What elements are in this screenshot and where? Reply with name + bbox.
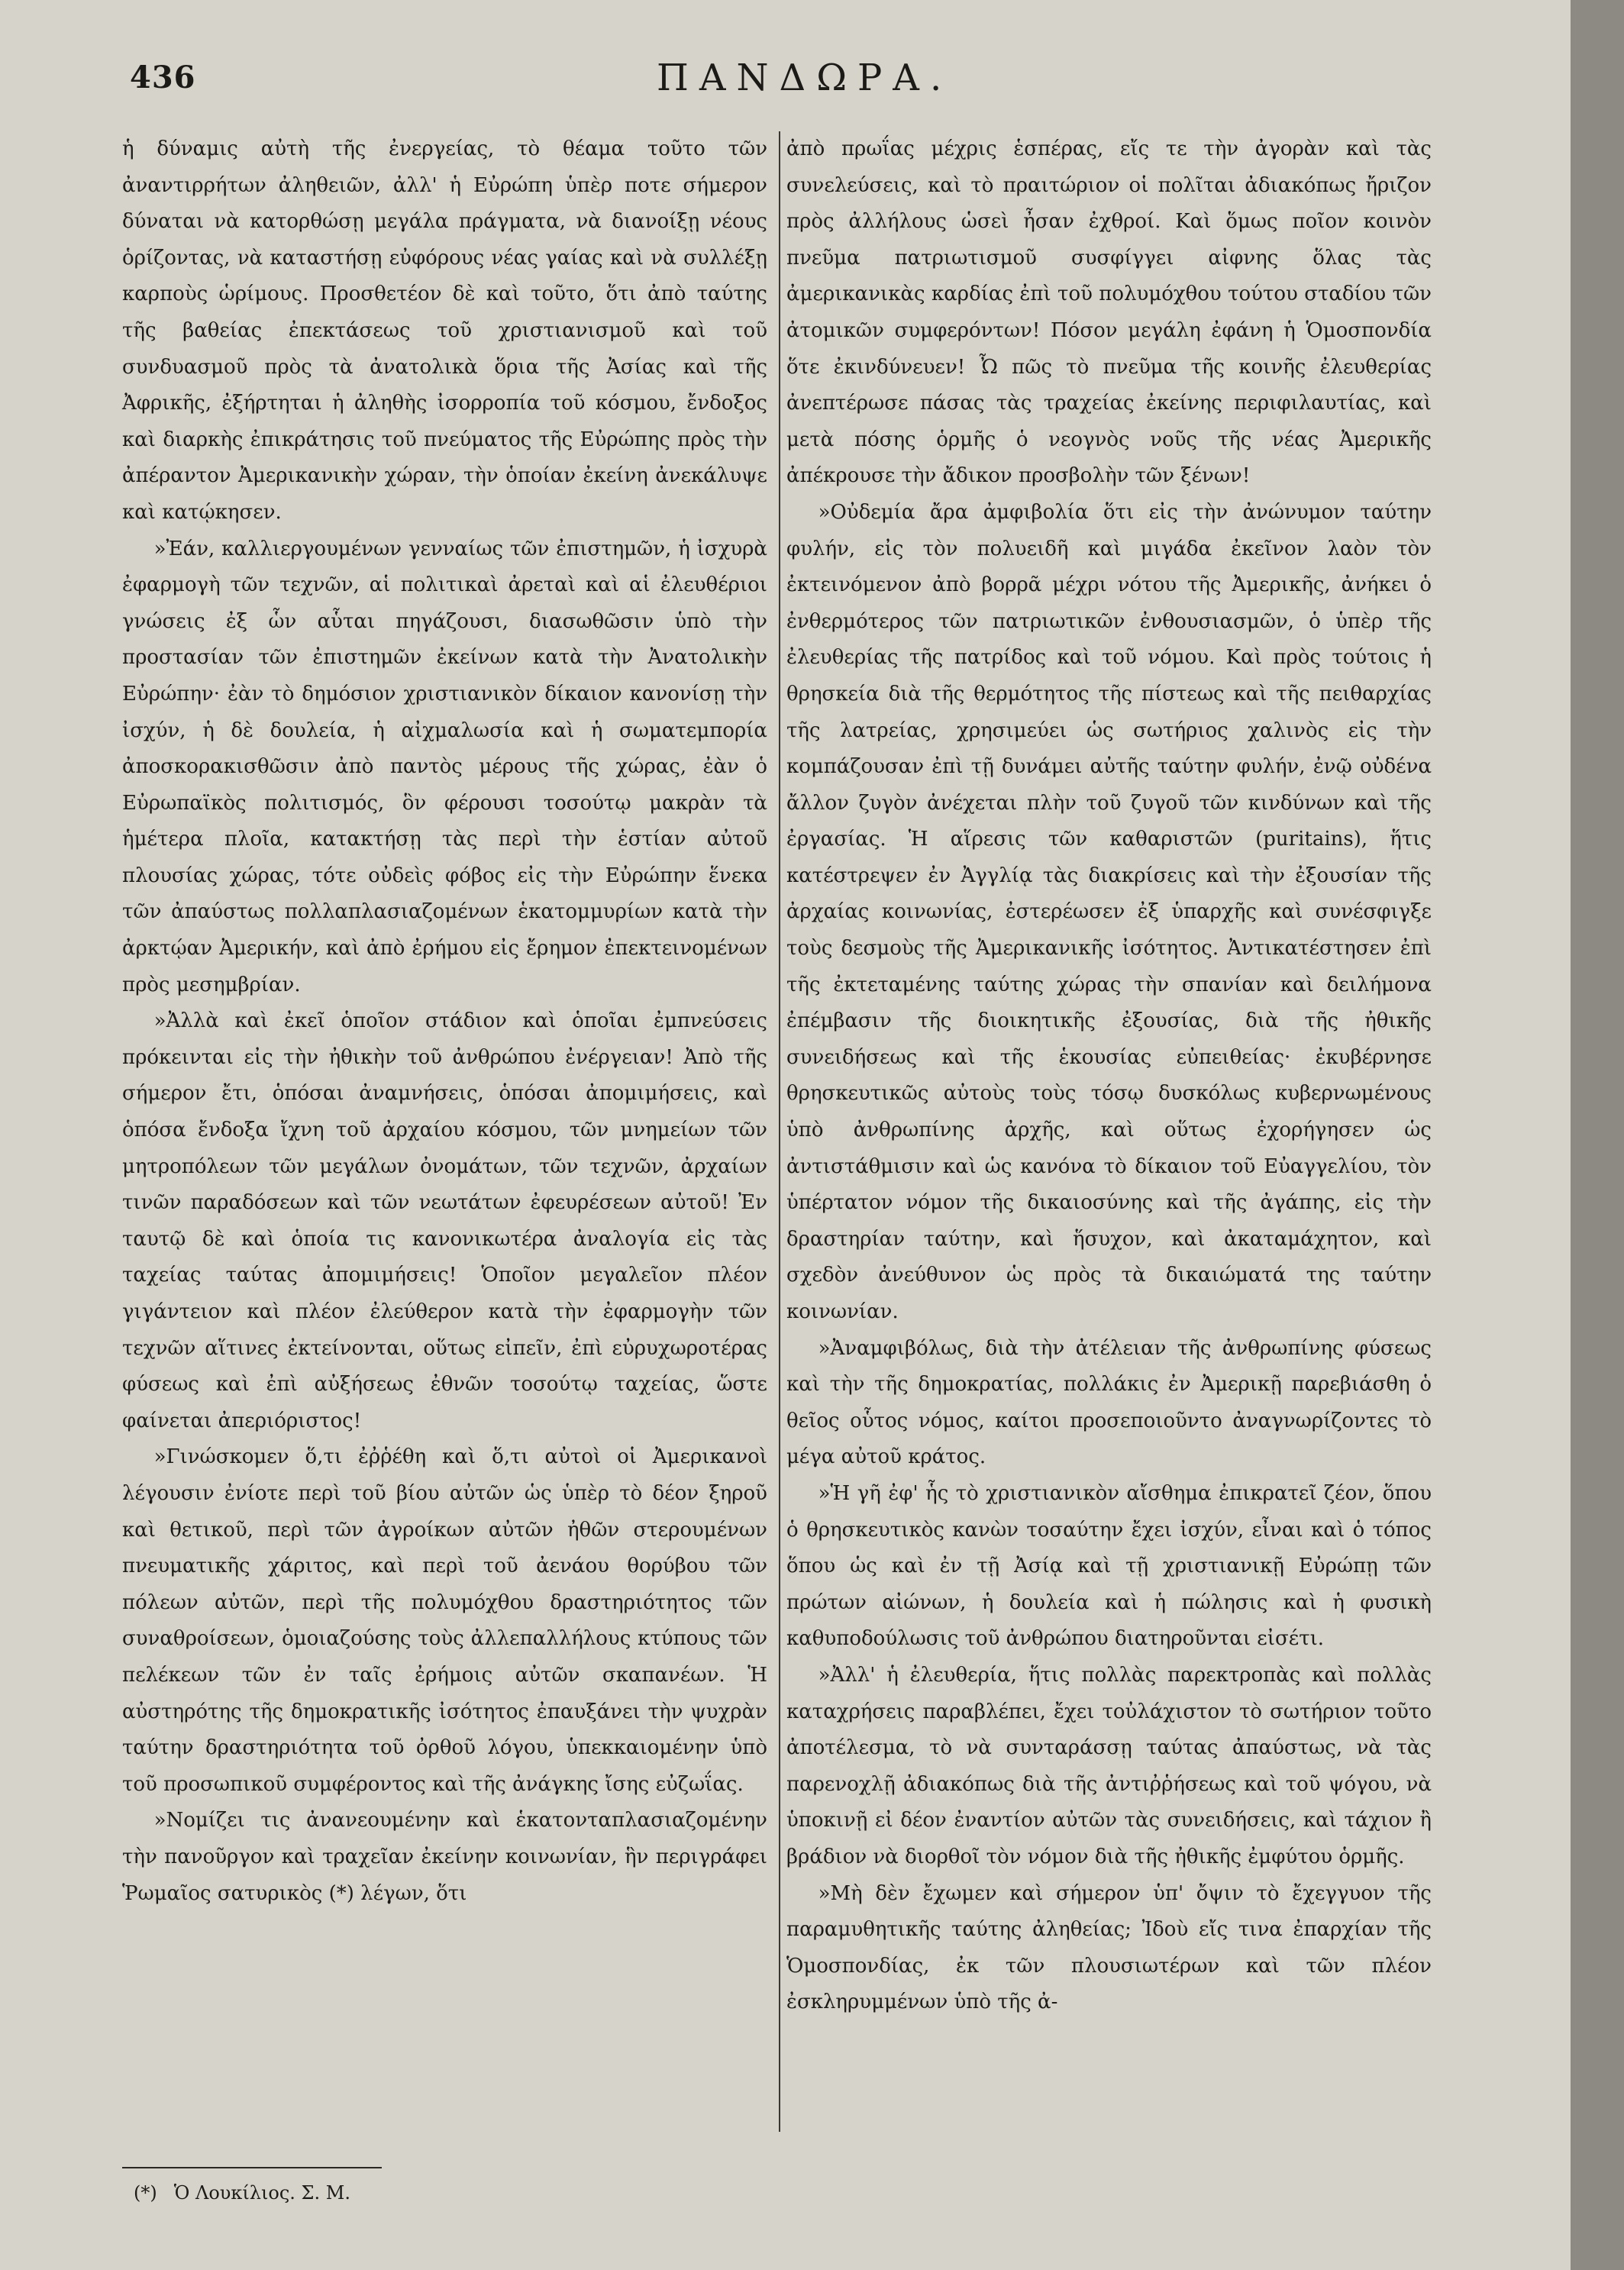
binding-edge [1571, 0, 1624, 2270]
paragraph: »Οὐδεμία ἄρα ἀμφιβολία ὅτι εἰς τὴν ἀνώνυμον ταύτην φυλήν, εἰς τὸν πολυειδῆ καὶ μιγάδα ἐκεῖνον λαὸν τὸν ἐκτεινόμενον ἀπὸ βορρᾶ μέχρι νότου τῆς Ἀμερικῆς, ἀνήκει ὁ ἐνθερμότερος τῶν πατριωτικῶν ἐνθουσιασμῶν, ὁ ὑπὲρ τῆς ἐλευθερίας τῆς πατρίδος καὶ τοῦ νόμου. Καὶ πρὸς τούτοις ἡ θρησκεία διὰ τῆς θερμότητος τῆς πίστεως καὶ τῆς πειθαρχίας τῆς λατρείας, χρησιμεύει ὡς σωτήριος χαλινὸς εἰς τὴν κομπάζουσαν ἐπὶ τῇ δυνάμει αὐτῆς ταύτην φυλήν, ἐνῷ οὐδένα ἄλλον ζυγὸν ἀνέχεται πλὴν τοῦ ζυγοῦ τῶν κινδύνων καὶ τῆς ἐργασίας. Ἡ αἵρεσις τῶν καθαριστῶν (puritains), ἥτις κατέστρεψεν ἐν Ἀγγλίᾳ τὰς διακρίσεις καὶ τὴν ἐξουσίαν τῆς ἀρχαίας κοινωνίας, ἐστερέωσεν ἐξ ὑπαρχῆς καὶ συνέσφιγξε τοὺς δεσμοὺς τῆς Ἀμερικανικῆς ἰσότητος. Ἀντικατέστησεν ἐπὶ τῆς ἐκτεταμένης ταύτης χώρας τὴν σπανίαν καὶ δειλήμονα ἐπέμβασιν τῆς διοικητικῆς ἐξουσίας, διὰ τῆς ἠθικῆς συνειδήσεως καὶ τῆς ἑκουσίας εὐπειθείας· ἐκυβέρνησε θρησκευτικῶς αὐτοὺς τοὺς τόσῳ δυσκόλως κυβερνωμένους ὑπὸ ἀνθρωπίνης ἀρχῆς, καὶ οὕτως ἐχορήγησεν ὡς ἀντιστάθμισιν καὶ ὡς κανόνα τὸ δίκαιον τοῦ Εὐαγγελίου, τὸν ὑπέρτατον νόμον τῆς δικαιοσύνης καὶ τῆς ἀγάπης, εἰς τὴν δραστηρίαν ταύτην, καὶ ἥσυχον, καὶ ἀκαταμάχητον, καὶ σχεδὸν ἀνεύθυνον ὡς πρὸς τὰ δικαιώματά της ταύτην κοινωνίαν. [786, 500, 1432, 1323]
running-title: ΠΑΝΔΩΡΑ. [657, 57, 953, 99]
paragraph: »Ἡ γῆ ἐφ' ἧς τὸ χριστιανικὸν αἴσθημα ἐπικρατεῖ ζέον, ὅπου ὁ θρησκευτικὸς κανὼν τοσαύτην ἔχει ἰσχύν, εἶναι καὶ ὁ τόπος ὅπου ὡς καὶ ἐν τῇ Ἀσίᾳ καὶ τῇ χριστιανικῇ Εὐρώπῃ τῶν πρώτων αἰώνων, ἡ δουλεία καὶ ἡ πώλησις καὶ ἡ φυσικὴ καθυποδούλωσις τοῦ ἀνθρώπου διατηροῦνται εἰσέτι. [786, 1481, 1432, 1651]
paragraph: »Ἀλλὰ καὶ ἐκεῖ ὁποῖον στάδιον καὶ ὁποῖαι ἐμπνεύσεις πρόκεινται εἰς τὴν ἠθικὴν τοῦ ἀνθρώπου ἐνέργειαν! Ἀπὸ τῆς σήμερον ἔτι, ὁπόσαι ἀναμνήσεις, ὁπόσαι ἀπομιμήσεις, καὶ ὁπόσα ἔνδοξα ἴχνη τοῦ ἀρχαίου κόσμου, τῶν μνημείων τῶν μητροπόλεων τῶν μεγάλων ὀνομάτων, τῶν τεχνῶν, ἀρχαίων τινῶν παραδόσεων καὶ τῶν νεωτάτων ἐφευρέσεων αὐτοῦ! Ἐν ταυτῷ δὲ καὶ ὁποία τις κανονικωτέρα ἀναλογία εἰς τὰς ταχείας ταύτας ἀπομιμήσεις! Ὁποῖον μεγαλεῖον πλέον γιγάντειον καὶ πλέον ἐλεύθερον κατὰ τὴν ἐφαρμογὴν τῶν τεχνῶν αἵτινες ἐκτείνονται, οὕτως εἰπεῖν, ἐπὶ εὐρυχωροτέρας φύσεως καὶ ἐπὶ αὐξήσεως ἐθνῶν τοσούτῳ ταχείας, ὥστε φαίνεται ἀπεριόριστος! [122, 1009, 767, 1432]
paragraph: »Γινώσκομεν ὅ,τι ἐῤῥέθη καὶ ὅ,τι αὐτοὶ οἱ Ἀμερικανοὶ λέγουσιν ἐνίοτε περὶ τοῦ βίου αὐτῶν ὡς ὑπὲρ τὸ δέον ξηροῦ καὶ θετικοῦ, περὶ τῶν ἀγροίκων αὐτῶν ἠθῶν στερουμένων πνευματικῆς χάριτος, καὶ περὶ τοῦ ἀενάου θορύβου τῶν πόλεων αὐτῶν, περὶ τῆς πολυμόχθου δραστηριότητος τῶν συναθροίσεων, ὁμοιαζούσης τοὺς ἀλλεπαλλήλους κτύπους τῶν πελέκεων τῶν ἐν ταῖς ἐρήμοις αὐτῶν σκαπανέων. Ἡ αὐστηρότης τῆς δημοκρατικῆς ἰσότητος ἐπαυξάνει τὴν ψυχρὰν ταύτην δραστηριότητα τοῦ ὀρθοῦ λόγου, ὑπεκκαιομένην ὑπὸ τοῦ προσωπικοῦ συμφέροντος καὶ τῆς ἀνάγκης ἴσης εὐζωΐας. [122, 1445, 767, 1796]
paragraph: »Ἀλλ' ἡ ἐλευθερία, ἥτις πολλὰς παρεκτροπὰς καὶ πολλὰς καταχρήσεις παραβλέπει, ἔχει τοὐλάχιστον τὸ σωτήριον τοῦτο ἀποτέλεσμα, τὸ νὰ συνταράσσῃ ταύτας ἀπαύστως, νὰ τὰς παρενοχλῇ ἀδιακόπως διὰ τῆς ἀντιῤῥήσεως καὶ τοῦ ψόγου, νὰ ὑποκινῇ εἰ δέον ἐναντίον αὐτῶν τὰς συνειδήσεις, καὶ τάχιον ἢ βράδιον νὰ διορθοῖ τὸν νόμον διὰ τῆς ἠθικῆς ἐμφύτου ὁρμῆς. [786, 1663, 1432, 1868]
paragraph: »Μὴ δὲν ἔχωμεν καὶ σήμερον ὑπ' ὄψιν τὸ ἔχεγγυον τῆς παραμυθητικῆς ταύτης ἀληθείας; Ἰδοὺ εἴς τινα ἐπαρχίαν τῆς Ὁμοσπονδίας, ἐκ τῶν πλουσιωτέρων καὶ τῶν πλέον ἐσκληρυμμένων ὑπὸ τῆς ἀ- [786, 1881, 1432, 2014]
column-divider [779, 131, 780, 2132]
paragraph: »Νομίζει τις ἀνανεουμένην καὶ ἑκατονταπλασιαζομένην τὴν πανοῦργον καὶ τραχεῖαν ἐκείνην κοινωνίαν, ἣν περιγράφει Ῥωμαῖος σατυρικὸς (*) λέγων, ὅτι [122, 1809, 767, 1905]
footnote-text: Ὁ Λουκίλιος. Σ. Μ. [173, 2182, 350, 2204]
left-column [122, 131, 767, 1912]
footnote-mark: (*) [134, 2182, 157, 2204]
page-number: 436 [130, 60, 196, 95]
footnote-rule [122, 2167, 382, 2168]
footnote [134, 2182, 350, 2204]
paragraph: ἀπὸ πρωΐας μέχρις ἑσπέρας, εἴς τε τὴν ἀγορὰν καὶ τὰς συνελεύσεις, καὶ τὸ πραιτώριον οἱ πολῖται ἀδιακόπως ἤριζον πρὸς ἀλλήλους ὡσεὶ ἦσαν ἐχθροί. Καὶ ὅμως ποῖον κοινὸν πνεῦμα πατριωτισμοῦ συσφίγγει αἰφνης ὅλας τὰς ἀμερικανικὰς καρδίας ἐπὶ τοῦ πολυμόχθου τούτου σταδίου τῶν ἀτομικῶν συμφερόντων! Πόσον μεγάλη ἐφάνη ἡ Ὁμοσπονδία ὅτε ἐκινδύνευεν! Ὦ πῶς τὸ πνεῦμα τῆς κοινῆς ἐλευθερίας ἀνεπτέρωσε πάσας τὰς τραχείας ἐκείνης περιφιλαυτίας, καὶ μετὰ πόσης ὁρμῆς ὁ νεογνὸς νοῦς τῆς νέας Ἀμερικῆς ἀπέκρουσε τὴν ἄδικον προσβολὴν τῶν ξένων! [786, 137, 1432, 488]
paragraph: »Ἀναμφιβόλως, διὰ τὴν ἀτέλειαν τῆς ἀνθρωπίνης φύσεως καὶ τὴν τῆς δημοκρατίας, πολλάκις ἐν Ἀμερικῇ παρεβιάσθη ὁ θεῖος οὗτος νόμος, καίτοι προσεποιοῦντο ἀναγνωρίζοντες τὸ μέγα αὐτοῦ κράτος. [786, 1336, 1432, 1469]
right-column [786, 131, 1432, 2021]
paragraph: »Ἐάν, καλλιεργουμένων γενναίως τῶν ἐπιστημῶν, ἡ ἰσχυρὰ ἐφαρμογὴ τῶν τεχνῶν, αἱ πολιτικαὶ ἀρεταὶ καὶ αἱ ἐλευθέριοι γνώσεις ἐξ ὧν αὗται πηγάζουσι, διασωθῶσιν ὑπὸ τὴν προστασίαν τῶν ἐπιστημῶν ἐκείνων κατὰ τὴν Ἀνατολικὴν Εὐρώπην· ἐὰν τὸ δημόσιον χριστιανικὸν δίκαιον κανονίσῃ τὴν ἰσχύν, ἡ δὲ δουλεία, ἡ αἰχμαλωσία καὶ ἡ σωματεμπορία ἀποσκορακισθῶσιν ἀπὸ παντὸς μέρους τῆς χώρας, ἐὰν ὁ Εὐρωπαϊκὸς πολιτισμός, ὃν φέρουσι τοσούτῳ μακρὰν τὰ ἡμέτερα πλοῖα, κατακτήσῃ τὰς περὶ τὴν ἑστίαν αὐτοῦ πλουσίας χώρας, τότε οὐδεὶς φόβος εἰς τὴν Εὐρώπην ἕνεκα τῶν ἀπαύστως πολλαπλασιαζομένων ἑκατομμυρίων κατὰ τὴν ἀρκτῴαν Ἀμερικήν, καὶ ἀπὸ ἐρήμου εἰς ἔρημον ἐπεκτεινομένων πρὸς μεσημβρίαν. [122, 537, 767, 996]
page-header [122, 57, 1496, 113]
paragraph: ἡ δύναμις αὐτὴ τῆς ἐνεργείας, τὸ θέαμα τοῦτο τῶν ἀναντιρρήτων ἀληθειῶν, ἀλλ' ἡ Εὐρώπη ὑπὲρ ποτε σήμερον δύναται νὰ κατορθώσῃ μεγάλα πράγματα, νὰ διανοίξῃ νέους ὁρίζοντας, νὰ καταστήσῃ εὐφόρους νέας γαίας καὶ νὰ συλλέξῃ καρποὺς ὡρίμους. Προσθετέον δὲ καὶ τοῦτο, ὅτι ἀπὸ ταύτης τῆς βαθείας ἐπεκτάσεως τοῦ χριστιανισμοῦ καὶ τοῦ συνδυασμοῦ πρὸς τὰ ἀνατολικὰ ὅρια τῆς Ἀσίας καὶ τῆς Ἀφρικῆς, ἐξήρτηται ἡ ἀληθὴς ἰσορροπία τοῦ κόσμου, ἔνδοξος καὶ διαρκὴς ἐπικράτησις τοῦ πνεύματος τῆς Εὐρώπης πρὸς τὴν ἀπέραντον Ἀμερικανικὴν χώραν, τὴν ὁποίαν ἐκείνη ἀνεκάλυψε καὶ κατῴκησεν. [122, 137, 767, 524]
